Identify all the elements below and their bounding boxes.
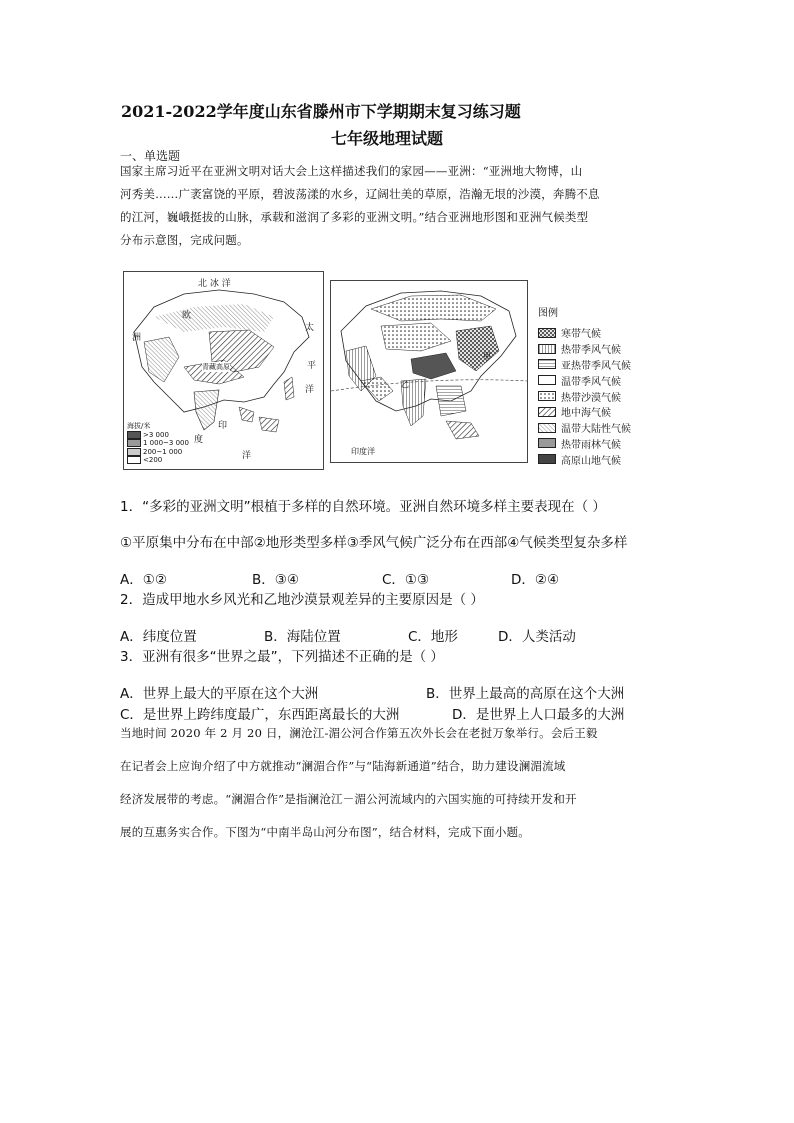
climate-label: 地中海气候 (561, 408, 611, 420)
elevation-legend-item (127, 431, 189, 440)
question-2-option-d[interactable]: D．人类活动 (498, 629, 576, 645)
label-pacific-3: 洋 (305, 385, 315, 395)
question-1-option-a[interactable]: A．①② (120, 572, 167, 588)
question-1-statement: ①平原集中分布在中部②地形类型多样③季风气候广泛分布在西部④气候类型复杂多样 (120, 535, 628, 551)
climate-swatch (538, 359, 556, 369)
climate-legend-item (538, 404, 631, 420)
climate-label: 亚热带季风气候 (561, 360, 631, 372)
climate-map-drawing (331, 281, 527, 462)
intro-line-4: 分布示意图，完成问题。 (120, 233, 249, 247)
elevation-legend-item (127, 448, 189, 457)
question-1-option-b[interactable]: B．③④ (252, 572, 299, 588)
climate-legend-item (538, 372, 631, 388)
question-2-stem: 2．造成甲地水乡风光和乙地沙漠景观差异的主要原因是（ ） (120, 592, 484, 608)
climate-legend-item (538, 388, 631, 404)
climate-label: 热带季风气候 (561, 345, 621, 357)
question-1-stem: 1．“多彩的亚洲文明”根植于多样的自然环境。亚洲自然环境多样主要表现在（ ） (120, 499, 606, 515)
passage-2-line-2: 在记者会上应询介绍了中方就推动“澜湄合作”与“陆海新通道”结合，助力建设澜湄流域 (120, 759, 566, 773)
question-3-option-b[interactable]: B．世界上最高的高原在这个大洲 (426, 686, 625, 702)
climate-legend-title: 图例 (538, 308, 558, 319)
elevation-label: <200 (143, 456, 163, 464)
elevation-swatch (127, 448, 141, 456)
climate-legend-item (538, 341, 631, 357)
climate-label: 热带沙漠气候 (561, 392, 621, 404)
label-indian-1: 印 (218, 421, 228, 431)
passage-2-line-3: 经济发展带的考虑。“澜湄合作”是指澜沧江－湄公河流域内的六国实施的可持续开发和开 (120, 792, 577, 806)
label-jia: 甲 (483, 352, 491, 361)
climate-swatch (538, 391, 556, 401)
label-tibet-plateau: 青藏高原 (202, 363, 230, 371)
label-indian-2: 度 (194, 435, 204, 445)
climate-swatch (538, 423, 556, 433)
elevation-label: >3 000 (143, 430, 169, 439)
climate-legend-item (538, 357, 631, 373)
question-1-option-c[interactable]: C．①③ (382, 572, 430, 588)
question-3-option-d[interactable]: D．是世界上人口最多的大洲 (452, 707, 625, 723)
asia-terrain-map (123, 271, 324, 470)
climate-legend-item (538, 325, 631, 341)
page-title: 2021-2022学年度山东省滕州市下学期期末复习练习题 (121, 102, 521, 121)
label-pacific-1: 太 (305, 323, 315, 333)
intro-line-3: 的江河，巍峨挺拔的山脉，承载和滋润了多彩的亚洲文明。”结合亚洲地形图和亚洲气候类型 (120, 210, 589, 224)
climate-label: 温带季风气候 (561, 376, 621, 388)
page-subtitle: 七年级地理试题 (331, 129, 444, 148)
climate-swatch (538, 454, 556, 464)
elevation-legend-item (127, 456, 189, 465)
elevation-swatch (127, 439, 141, 447)
climate-label: 热带雨林气候 (561, 439, 621, 451)
climate-swatch (538, 328, 556, 338)
climate-label: 温带大陆性气候 (561, 424, 631, 436)
elevation-label: 1 000~3 000 (143, 439, 189, 447)
climate-swatch (538, 375, 556, 385)
question-1-option-d[interactable]: D．②④ (511, 572, 560, 588)
passage-2 (120, 717, 700, 849)
passage-2-line-1: 当地时间 2020 年 2 月 20 日，澜沧江-湄公河合作第五次外长会在老挝万象举行。会后王毅 (120, 726, 598, 740)
section-heading: 一、单选题 (120, 149, 181, 163)
elevation-legend-title: 海拔/米 (127, 422, 151, 430)
climate-legend (538, 304, 631, 467)
intro-paragraph (120, 160, 700, 252)
climate-legend-item (538, 420, 631, 436)
elevation-swatch (127, 456, 141, 464)
climate-label: 寒带气候 (561, 329, 601, 341)
elevation-label: 200~1 000 (143, 447, 183, 456)
question-3-option-c[interactable]: C．是世界上跨纬度最广，东西距离最长的大洲 (120, 707, 400, 723)
question-3-stem: 3．亚洲有很多“世界之最”，下列描述不正确的是（ ） (120, 649, 444, 665)
climate-swatch (538, 438, 556, 448)
label-arctic-ocean: 北 冰 洋 (198, 279, 231, 289)
intro-line-1: 国家主席习近平在亚洲文明对话大会上这样描述我们的家园——亚洲：“亚洲地大物博，山 (120, 164, 583, 178)
climate-legend-item (538, 436, 631, 452)
question-2-option-b[interactable]: B．海陆位置 (264, 629, 341, 645)
label-europe-2: 洲 (132, 333, 142, 343)
question-2-option-a[interactable]: A．纬度位置 (120, 629, 197, 645)
climate-label: 高原山地气候 (561, 455, 621, 467)
elevation-swatch (127, 431, 141, 439)
label-pacific-2: 平 (307, 361, 317, 371)
asia-climate-map (330, 280, 528, 463)
elevation-legend-item (127, 439, 189, 448)
intro-line-2: 河秀美……广袤富饶的平原，碧波荡漾的水乡，辽阔壮美的草原，浩瀚无垠的沙漠，奔腾不息 (120, 187, 600, 201)
label-indian-3: 洋 (242, 451, 252, 461)
question-2-option-c[interactable]: C．地形 (408, 629, 458, 645)
climate-swatch (538, 407, 556, 417)
climate-swatch (538, 344, 556, 354)
climate-legend-item (538, 451, 631, 467)
label-europe-1: 欧 (182, 311, 192, 321)
label-indian-ocean: 印度洋 (351, 447, 375, 456)
question-3-option-a[interactable]: A．世界上最大的平原在这个大洲 (120, 686, 319, 702)
label-yi: 乙 (401, 380, 409, 389)
elevation-legend (127, 422, 189, 465)
passage-2-line-4: 展的互惠务实合作。下图为“中南半岛山河分布图”，结合材料，完成下面小题。 (120, 825, 530, 839)
